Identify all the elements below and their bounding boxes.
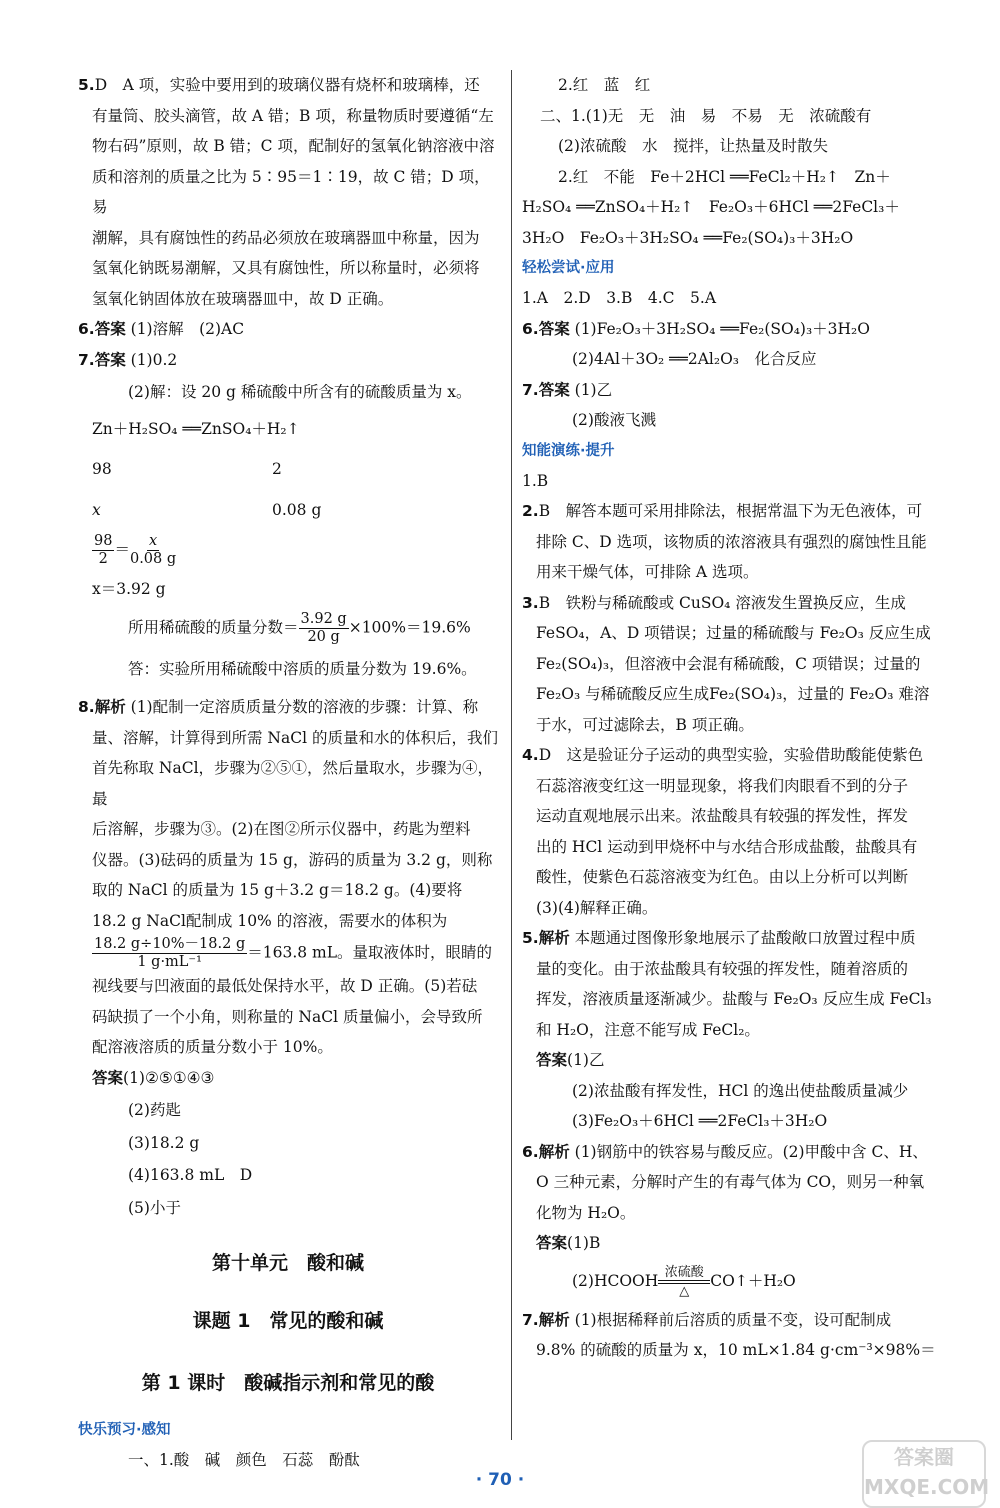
text-line: (2)浓硫酸 水 搅拌，让热量及时散失	[558, 137, 828, 155]
text-line: (1)根据稀释前后溶质的质量不变，设可配制成	[574, 1310, 892, 1329]
section-heading-try: 轻松尝试·应用	[522, 260, 615, 276]
answer-label: 答案	[536, 1234, 568, 1252]
denominator: 1 g·mL⁻¹	[137, 954, 202, 970]
answer-4: (4)163.8 mL D	[128, 1166, 253, 1184]
question-number: 6.	[78, 320, 95, 338]
text-line: 氢氧化钠既易潮解，又具有腐蚀性，所以称量时，必须将	[92, 259, 480, 277]
text-line: 1.B	[522, 471, 549, 490]
practice-question-2	[522, 496, 950, 588]
text-line: 2.红 不能 Fe＋2HCl ══FeCl₂＋H₂↑ Zn＋	[558, 167, 891, 186]
decomposition-equation	[522, 1265, 950, 1299]
text-line: 质和溶剂的质量之比为 5∶95＝1∶19，故 C 错；D 项，易	[92, 167, 490, 216]
question-number: 7.	[78, 350, 95, 369]
text-line: (1)钢筋中的铁容易与酸反应。(2)甲酸中含 C、H、	[574, 1142, 928, 1161]
fraction	[92, 936, 247, 971]
text-line: 出的 HCl 运动到甲烧杯中与水结合形成盐酸，盐酸具有	[536, 837, 918, 856]
text-line: 二、1.(1)无 无 油 易 不易 无 浓硫酸有	[540, 106, 872, 125]
text: ×100%＝19.6%	[348, 618, 471, 636]
text: 所用稀硫酸的质量分数＝	[128, 618, 299, 636]
text-line: B 铁粉与稀硫酸或 CuSO₄ 溶液发生置换反应，生成	[538, 593, 906, 612]
result: x＝3.92 g	[92, 580, 166, 598]
question-number: 8.	[78, 698, 95, 716]
chemical-equation: Zn＋H₂SO₄ ══ZnSO₄＋H₂↑	[92, 419, 300, 438]
fraction	[130, 533, 176, 568]
answer-5: (5)小于	[128, 1198, 181, 1217]
answer-statement: 答：实验所用稀硫酸中溶质的质量分数为 19.6%。	[128, 659, 477, 678]
analysis-label: 解析	[538, 929, 570, 947]
text-line: 18.2 g NaCl配制成 10% 的溶液，需要水的体积为	[92, 911, 448, 930]
question-number: 2.	[522, 502, 539, 520]
text-line: 潮解，具有腐蚀性的药品必须放在玻璃器皿中称量，因为	[92, 228, 480, 247]
solution-line: (2)解：设 20 g 稀硫酸中所含有的硫酸质量为 x。	[128, 383, 472, 401]
answer-label: 答案	[538, 380, 570, 399]
text-line: B 解答本题可采用排除法，根据常温下为无色液体，可	[538, 502, 923, 520]
watermark-logo: 答案圈 MXQE.COM	[862, 1440, 986, 1508]
question-5	[78, 70, 498, 314]
ratio-value: 98	[92, 460, 112, 478]
question-number: 7.	[522, 1310, 539, 1329]
answer-text: (1)Fe₂O₃＋3H₂SO₄ ══Fe₂(SO₄)₃＋3H₂O	[574, 319, 870, 338]
answer-2: (2)药匙	[128, 1101, 181, 1119]
numerator: 18.2 g÷10%－18.2 g	[94, 936, 246, 952]
question-7	[78, 345, 498, 685]
answer-label: 答案	[536, 1051, 568, 1069]
text-line: 9.8% 的硫酸的质量为 x，10 mL×1.84 g·cm⁻³×98%＝	[536, 1341, 936, 1359]
text-line: 酸性，使紫色石蕊溶液变为红色。由以上分析可以判断	[536, 868, 909, 886]
text-line: 运动直观地展示出来。浓盐酸具有较强的挥发性，挥发	[536, 807, 909, 825]
analysis-label: 解析	[538, 1142, 570, 1161]
ratio-row-2	[78, 495, 498, 526]
answer-text: (3)Fe₂O₃＋6HCl ══2FeCl₃＋3H₂O	[572, 1112, 828, 1130]
volume-fraction	[78, 936, 498, 971]
ratio-value: x	[92, 500, 101, 519]
question-number: 3.	[522, 593, 539, 612]
numerator: 3.92 g	[300, 610, 347, 627]
text-line: 挥发，溶液质量逐渐减少。盐酸与 Fe₂O₃ 反应生成 FeCl₃	[536, 990, 932, 1008]
text-line: 氢氧化钠固体放在玻璃器皿中，故 D 正确。	[92, 289, 394, 308]
right-column	[522, 70, 950, 1366]
practice-question-7	[522, 1305, 950, 1366]
answer-1: (1)②⑤①④③	[123, 1068, 215, 1087]
question-number: 5.	[78, 76, 95, 94]
analysis-label: 解析	[538, 1310, 570, 1329]
question-8	[78, 692, 498, 1223]
answer-text: (1)乙	[574, 380, 613, 399]
answer-text: (1)溶解 (2)AC	[130, 320, 245, 338]
text-line: 化物为 H₂O。	[536, 1203, 636, 1222]
text-line: 仪器。(3)砝码的质量为 15 g，游码的质量为 3.2 g，则称	[92, 850, 493, 869]
answer-3: (3)18.2 g	[128, 1133, 200, 1152]
text-line: 量、溶解，计算得到所需 NaCl 的质量和水的体积后，我们	[92, 728, 498, 747]
numerator: x	[148, 533, 158, 549]
page-number: · 70 ·	[475, 1470, 525, 1490]
heat-symbol: △	[679, 1283, 690, 1299]
reactant: (2)HCOOH	[572, 1271, 659, 1290]
unit-heading: 第十单元 酸和碱	[211, 1252, 364, 1274]
practice-question-5	[522, 923, 950, 1137]
question-number: 7.	[522, 380, 539, 399]
column-divider	[511, 70, 512, 1440]
text-line: D 这是验证分子运动的典型实验，实验借助酸能使紫色	[538, 746, 924, 764]
answer-label: 答案	[94, 350, 126, 369]
text-line: 取的 NaCl 的质量为 15 g＋3.2 g＝18.2 g。(4)要将	[92, 881, 463, 899]
lesson-heading: 课题 1 常见的酸和碱	[192, 1310, 384, 1332]
choice-answers: 1.A 2.D 3.B 4.C 5.A	[522, 289, 717, 307]
text-line: 有量筒、胶头滴管，故 A 错；B 项，称量物质时要遵循“左	[92, 106, 494, 125]
question-6	[78, 314, 498, 345]
text-line: 于水，可过滤除去，B 项正确。	[536, 715, 754, 734]
text-line: 码缺损了一个小角，则称量的 NaCl 质量偏小，会导致所	[92, 1007, 483, 1026]
text-line: 用来干燥气体，可排除 A 选项。	[536, 563, 759, 581]
answer-text: (2)4Al＋3O₂ ══2Al₂O₃ 化合反应	[572, 350, 817, 368]
section-heading-practice: 知能演练·提升	[522, 442, 615, 459]
catalyst: 浓硫酸	[664, 1264, 704, 1280]
text-line: 配溶液溶质的质量分数小于 10%。	[92, 1038, 333, 1056]
section-heading-preview: 快乐预习·感知	[78, 1422, 171, 1438]
text: ＝163.8 mL。量取液体时，眼睛的	[247, 943, 493, 962]
text-line: O 三种元素，分解时产生的有毒气体为 CO，则另一种氧	[536, 1173, 925, 1191]
practice-question-4	[522, 740, 950, 923]
denominator: 0.08 g	[129, 551, 177, 567]
products: CO↑＋H₂O	[710, 1271, 796, 1290]
text-line: 量的变化。由于浓盐酸具有较强的挥发性，随着溶质的	[536, 959, 909, 978]
text-line: (1)配制一定溶质质量分数的溶液的步骤：计算、称	[130, 698, 479, 716]
text-line: 和 H₂O，注意不能写成 FeCl₂。	[536, 1020, 760, 1039]
mass-fraction	[78, 611, 498, 646]
proportion: $\frac{98}{2}$ ＝ $\frac{x}{0.08 g}$	[94, 533, 177, 567]
ratio-value: 0.08 g	[272, 500, 322, 519]
answer-text: (2)酸液飞溅	[572, 411, 656, 429]
text-line: 3H₂O Fe₂O₃＋3H₂SO₄ ══Fe₂(SO₄)₃＋3H₂O	[522, 228, 854, 247]
reaction-condition	[658, 1265, 710, 1299]
text-line: 物右码”原则，故 B 错；C 项，配制好的氢氧化钠溶液中溶	[92, 137, 495, 155]
denominator: 2	[98, 551, 108, 567]
text-line: D A 项，实验中要用到的玻璃仪器有烧杯和玻璃棒，还	[94, 76, 480, 94]
text-line: 石蕊溶液变红这一明显现象，将我们肉眼看不到的分子	[536, 776, 909, 795]
numerator: 98	[94, 533, 113, 549]
answer-label: 答案	[538, 319, 570, 338]
answer-label: 答案	[92, 1068, 124, 1087]
text-line: 后溶解，步骤为③。(2)在图②所示仪器中，药匙为塑料	[92, 820, 471, 838]
denominator: 20 g	[307, 628, 340, 645]
text-line: Fe₂O₃ 与稀硫酸反应生成Fe₂(SO₄)₃，过量的 Fe₂O₃ 难溶	[536, 685, 930, 703]
text-line: 首先称取 NaCl，步骤为②⑤①，然后量取水，步骤为④，最	[92, 759, 494, 808]
practice-question-6	[522, 1137, 950, 1299]
question-number: 6.	[522, 319, 539, 338]
fraction	[299, 611, 349, 646]
ratio-value: 2	[272, 460, 282, 478]
text-line: 2.红 蓝 红	[558, 76, 651, 94]
answer-text: (2)浓盐酸有挥发性，HCl 的逸出使盐酸质量减少	[572, 1081, 909, 1100]
text-line: Fe₂(SO₄)₃，但溶液中会混有稀硫酸，C 项错误；过量的	[536, 654, 921, 673]
text-line: 排除 C、D 选项，该物质的浓溶液具有强烈的腐蚀性且能	[536, 532, 927, 551]
text-line: 视线要与凹液面的最低处保持水平，故 D 正确。(5)若砝	[92, 977, 478, 995]
practice-question-3	[522, 588, 950, 741]
answer-text: (1)B	[567, 1234, 601, 1252]
left-column	[78, 70, 498, 1476]
answer-label: 答案	[94, 320, 126, 338]
question-number: 4.	[522, 746, 539, 764]
fraction	[92, 533, 114, 568]
answer-text: (1)乙	[567, 1051, 605, 1069]
text-line: 本题通过图像形象地展示了盐酸敞口放置过程中质	[574, 929, 916, 947]
question-number: 6.	[522, 1142, 539, 1161]
ratio-row-1	[78, 454, 498, 485]
question-number: 5.	[522, 929, 539, 947]
text-line: FeSO₄，A、D 项错误；过量的稀硫酸与 Fe₂O₃ 反应生成	[536, 624, 931, 642]
text-line: (3)(4)解释正确。	[536, 898, 658, 917]
analysis-label: 解析	[94, 698, 126, 716]
period-heading: 第 1 课时 酸碱指示剂和常见的酸	[141, 1372, 435, 1394]
text-line: H₂SO₄ ══ZnSO₄＋H₂↑ Fe₂O₃＋6HCl ══2FeCl₃＋	[522, 198, 900, 216]
answer-text: (1)0.2	[130, 350, 178, 369]
preview-answer: 一、1.酸 碱 颜色 石蕊 酚酞	[128, 1451, 360, 1469]
